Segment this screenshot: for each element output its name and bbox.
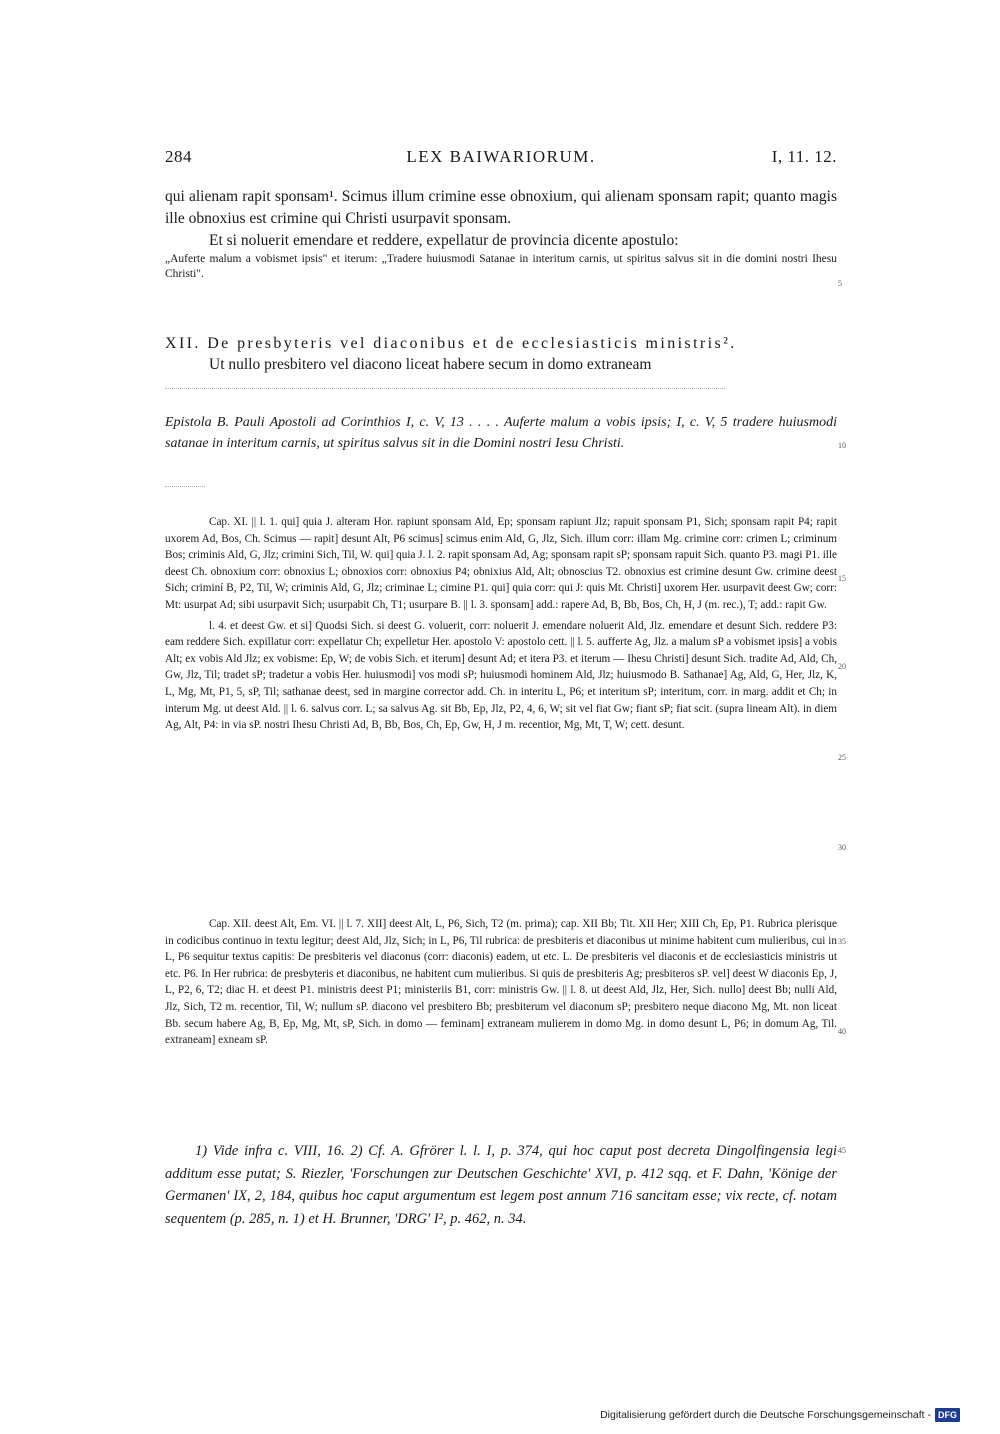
margin-number: 30 — [838, 843, 846, 852]
body-paragraph-2: Et si noluerit emendare et reddere, expellatur de provincia dicente apostulo: — [209, 232, 679, 249]
dfg-logo-icon: DFG — [935, 1408, 960, 1422]
margin-number: 10 — [838, 441, 846, 450]
margin-number: 5 — [838, 279, 842, 288]
apparatus-paragraph: l. 4. et deest Gw. et si] Quodsi Sich. si deest G. voluerit, corr: noluerit J. emendare noluerit Ald, Jlz. emendare et desunt Sich. reddere P3: eam reddere Sich. expillatur corr: expellatur Ch; expelletur Her. apostolo V: apostolo cett. || l. 5. aufferte Ag, Jlz. a malum sP a vobismet ipsis] a vobis Alt; ex vobis Ald Jlz; ex vobisme: Ep, W; de vobis Sich. et iterum] desunt Ad; et itera P3. et iterum — Ihesu Christi] desunt Sich. tradite Ad, Ald, Ch, Gw, Jlz, Til; tradet sP; tradetur a vobis Her. huiusmodi] vos modi sP; huiusmodi hominem Ald, Jlz; huiusmodo B. Sathanae] Ag, Ald, G, Her, Jlz, K, L, Mg, Mt, P1, 5, sP, Til; sathanae deest, sed in margine corrector add. Ch. in interitu L, P6; et interitum sP; interitum, corr. in marg. addit et Ch; in interum Mg. ut deest Ald. || l. 6. salvus corr. L; sa salvus Ag. sit Bb, Ep, Jlz, P2, 4, 6, W; sit vel fiat Gw; fiant sP; fiat scit. (supra lineam Alt). in diem Ag, Alt, P4: in via sP. nostri Ihesu Christi Ad, B, Bb, Bos, Ch, Ep, Gw, H, J m. recentior, Mg, Mt, T, W; cett. desunt. — [165, 619, 837, 732]
epistola-note — [165, 412, 837, 454]
page-number: 284 — [165, 147, 192, 166]
body-paragraph-1: qui alienam rapit sponsam¹. Scimus illum crimine esse obnoxium, qui alienam sponsam rapit; quanto magis ille obnoxius est crimine qui Christi usurpavit sponsam. — [165, 188, 837, 227]
running-title: LEX BAIWARIORUM. — [406, 147, 596, 166]
margin-number: 40 — [838, 1027, 846, 1036]
page-header — [165, 147, 837, 171]
body-quote: „Auferte malum a vobismet ipsis" et iterum: „Tradere huiusmodi Satanae in interitum carnis, ut spiritus salvus sit in die domini nostri Ihesu Christi". — [165, 253, 837, 280]
margin-number: 35 — [838, 937, 846, 946]
footnotes: 1) Vide infra c. VIII, 16. 2) Cf. A. Gfrörer l. l. I, p. 374, qui hoc caput post decreta Dingolfingensia legi additum esse putat; S. Riezler, 'Forschungen zur Deutschen Geschichte' XVI, p. 412 sqq. et F. Dahn, 'Könige der Germanen' IX, 2, 184, quibus hoc caput argumentum est legem post annum 716 sancitam esse; vix recte, cf. notam sequentem (p. 285, n. 1) et H. Brunner, 'DRG' I², p. 462, n. 34. — [165, 1143, 837, 1227]
main-text — [165, 186, 837, 282]
chapter-reference: I, 11. 12. — [771, 147, 837, 166]
margin-number: 15 — [838, 574, 846, 583]
apparatus-paragraph: Cap. XI. || l. 1. qui] quia J. alteram Hor. rapiunt sponsam Ald, Ep; sponsam rapiunt Jlz; rapuit sponsam P1, Sich; sponsam rapit P4; rapit uxorem Ad, Bos, Ch. Scimus — rapit] desunt Alt, P6 scimus] scimus enim Ald, G, Jlz, Sich. illum corr: illam Mg. crimine corr: crimen L; criminum Bos; criminis Ald, G, Jlz; crimini Sich, Til, W. qui] quia J. l. 2. rapit sponsam Ad, Ag; sponsam rapit sP; sponsam rapuit Sich. quanto P3. magi P1. ille deest Ch. obnoxium corr: obnoxius L; obnoxios corr: obnoxius P4; obnixius Ald, Alt; obnoscius T2. obnoxius est crimine desunt Gw. crimine deest Sich; criminí B, P2, Til, W; criminis Ald, G, Jlz; criminae L; cimine P1. qui] quia corr: qui J: quis Mt. Christi] uxorem Her. usurpavit deest Gw; corr: Mt: usurpat Ad; sibi usurpavit Sich; usurpabit Ch, T1; usurpare B. || l. 3. sponsam] add.: rapere Ad, B, Bb, Bos, Ch, H, J (m. rec.), T; add.: rapit Gw. — [165, 516, 837, 611]
chapter-subtitle: Ut nullo presbitero vel diacono liceat habere secum in domo extraneam — [209, 356, 652, 373]
apparatus-paragraph: Cap. XII. deest Alt, Em. VI. || l. 7. XII] deest Alt, L, P6, Sich, T2 (m. prima); cap. XII Bb; Tit. XII Her; XIII Ch, Ep, P1. Rubrica plerisque in codicibus continuo in textu legitur; deest Ald, Jlz, Sich; in L, P6, Til rubrica: de presbiteris et diaconibus ut minime habitent cum mulieribus, cui in L, P6 sequitur textus capitis: De presbiteris vel diaconus (corr: diaconis) eadem, ut etc. L. De presbiteris vel diaconis et de ecclesiasticis ministris ut etc. P6. In Her rubrica: de presbyteris et diaconibus, ne habitent cum mulieribus. Si quis de presbiteris Ag; presbiteros sP. vel] deest W diaconis Ep, J, L, P2, 6, T2; diac H. et deest P1. ministris deest P1; ministeriis B1, corr: ministris Gw. || l. 8. ut deest Ald, Jlz, Her, Sich. nullo] deest Bb; nulli Ald, Jlz, Sich, T2 m. recentior, Til, W; nullum sP. diacono vel presbitero Bb; presbiterum vel diaconum sP; presbitero neque diacono Mg, Mt. non liceat Bb. secum habere Ag, B, Ep, Mg, Mt, sP, Sich. in domo — feminam] extraneam mulierem in domo Mg. in domo desunt L, P6; in domum Ag, Til. extraneam] exneam sP. — [165, 918, 837, 1047]
faint-line — [165, 380, 725, 389]
margin-number: 25 — [838, 753, 846, 762]
epistola-text: Epistola B. Pauli Apostoli ad Corinthios I, c. V, 13 . . . . Auferte malum a vobis ipsis; I, c. V, 5 tradere huiusmodi satanae in interitum carnis, ut spiritus salvus sit in die Domini nostri Iesu Christi. — [165, 415, 837, 451]
chapter-title: XII. De presbyteris vel diaconibus et de ecclesiasticis ministris². — [165, 335, 737, 352]
apparatus-block-1 — [165, 514, 837, 738]
faint-line-short — [165, 482, 205, 487]
apparatus-block-2 — [165, 916, 837, 1053]
footer-text: Digitalisierung gefördert durch die Deutsche Forschungsgemeinschaft - — [600, 1409, 931, 1421]
margin-number: 20 — [838, 662, 846, 671]
footer-credit — [600, 1408, 960, 1422]
margin-number: 45 — [838, 1146, 846, 1155]
